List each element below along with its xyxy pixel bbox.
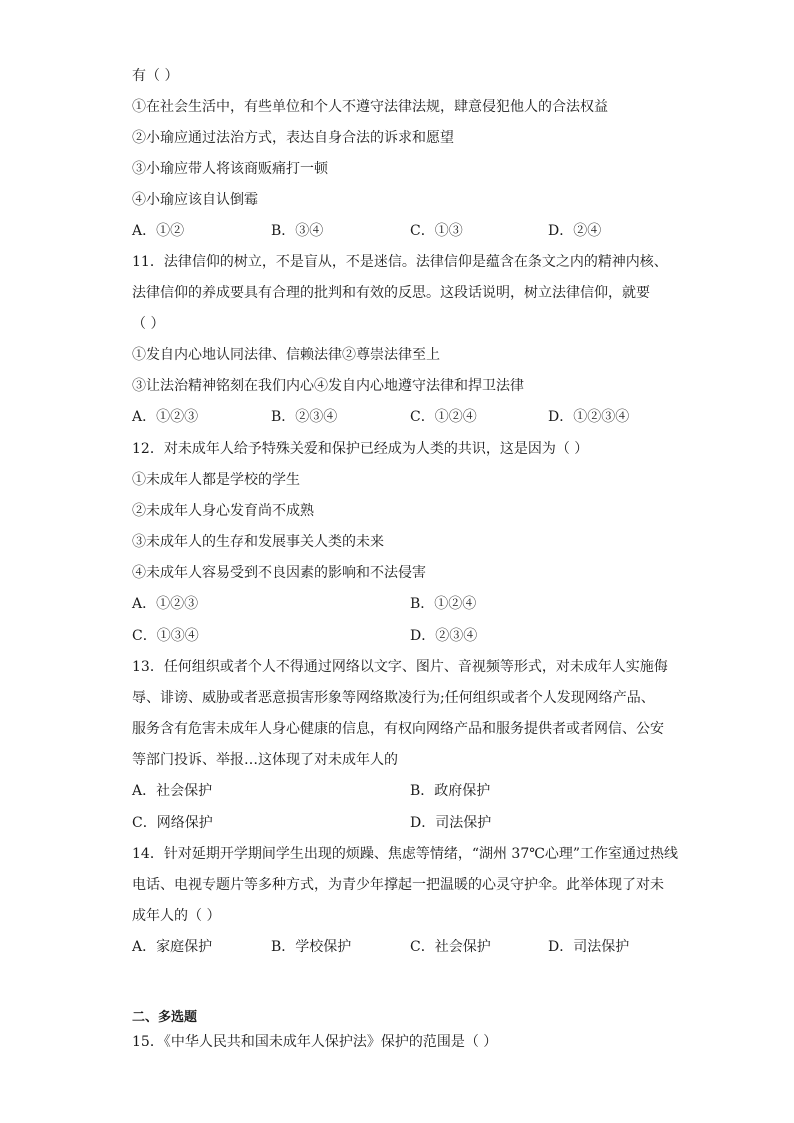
q13-option-b: B．政府保护 — [410, 783, 491, 799]
q13-line-1: 13．任何组织或者个人不得通过网络以文字、图片、音视频等形式，对未成年人实施侮 — [132, 659, 668, 675]
q11-option-c: C．①②④ — [410, 409, 477, 425]
q11-line-2: 法律信仰的养成要具有合理的批判和有效的反思。这段话说明，树立法律信仰，就要 — [132, 285, 650, 301]
q10-option-a: A．①② — [132, 223, 185, 239]
q11-option-d: D．①②③④ — [548, 409, 630, 425]
q11-item-2: ③让法治精神铭刻在我们内心④发自内心地遵守法律和捍卫法律 — [132, 378, 524, 394]
q10-stem-end: 有（ ） — [132, 68, 179, 84]
q12-option-a: A．①②③ — [132, 596, 199, 612]
q13-option-c: C．网络保护 — [132, 815, 213, 831]
q13-line-3: 服务含有危害未成年人身心健康的信息，有权向网络产品和服务提供者或者网信、公安 — [132, 721, 664, 737]
q11-item-1: ①发自内心地认同法律、信赖法律②尊崇法律至上 — [132, 347, 440, 363]
q10-item-3: ③小瑜应带人将该商贩痛打一顿 — [132, 161, 328, 177]
q12-option-b: B．①②④ — [410, 596, 477, 612]
q10-option-d: D．②④ — [548, 223, 602, 239]
q11-line-1: 11．法律信仰的树立，不是盲从，不是迷信。法律信仰是蕴含在条文之内的精神内核、 — [132, 254, 668, 270]
q14-option-b: B．学校保护 — [271, 939, 352, 955]
q10-option-b: B．③④ — [271, 223, 324, 239]
q15-stem: 15．《中华人民共和国未成年人保护法》保护的范围是（ ） — [132, 1034, 498, 1050]
q13-option-d: D．司法保护 — [410, 815, 492, 831]
q12-item-3: ③未成年人的生存和发展事关人类的未来 — [132, 534, 384, 550]
q13-option-a: A．社会保护 — [132, 783, 213, 799]
q14-line-1: 14．针对延期开学期间学生出现的烦躁、焦虑等情绪，“湖州 37℃心理”工作室通过热线 — [132, 846, 679, 862]
section-title: 二、多选题 — [132, 1010, 198, 1025]
q10-item-2: ②小瑜应通过法治方式，表达自身合法的诉求和愿望 — [132, 130, 454, 146]
q13-line-4: 等部门投诉、举报…这体现了对未成年人的 — [132, 752, 398, 768]
q11-option-a: A．①②③ — [132, 409, 199, 425]
q12-stem: 12．对未成年人给予特殊关爱和保护已经成为人类的共识，这是因为（ ） — [132, 441, 589, 457]
q12-option-d: D．②③④ — [410, 628, 478, 644]
q12-item-4: ④未成年人容易受到不良因素的影响和不法侵害 — [132, 565, 426, 581]
q11-line-3: （ ） — [132, 316, 165, 332]
q10-item-4: ④小瑜应该自认倒霉 — [132, 192, 258, 208]
q14-line-3: 成年人的（ ） — [132, 908, 221, 924]
q14-option-c: C．社会保护 — [410, 939, 491, 955]
q12-option-c: C．①③④ — [132, 628, 199, 644]
q14-option-a: A．家庭保护 — [132, 939, 213, 955]
q10-option-c: C．①③ — [410, 223, 463, 239]
q12-item-1: ①未成年人都是学校的学生 — [132, 472, 300, 488]
q12-item-2: ②未成年人身心发育尚不成熟 — [132, 503, 314, 519]
q13-line-2: 辱、诽谤、威胁或者恶意损害形象等网络欺凌行为;任何组织或者个人发现网络产品、 — [132, 690, 655, 706]
q10-item-1: ①在社会生活中，有些单位和个人不遵守法律法规，肆意侵犯他人的合法权益 — [132, 99, 608, 115]
q11-option-b: B．②③④ — [271, 409, 338, 425]
q14-line-2: 电话、电视专题片等多种方式，为青少年撑起一把温暖的心灵守护伞。此举体现了对未 — [132, 877, 664, 893]
q14-option-d: D．司法保护 — [548, 939, 630, 955]
